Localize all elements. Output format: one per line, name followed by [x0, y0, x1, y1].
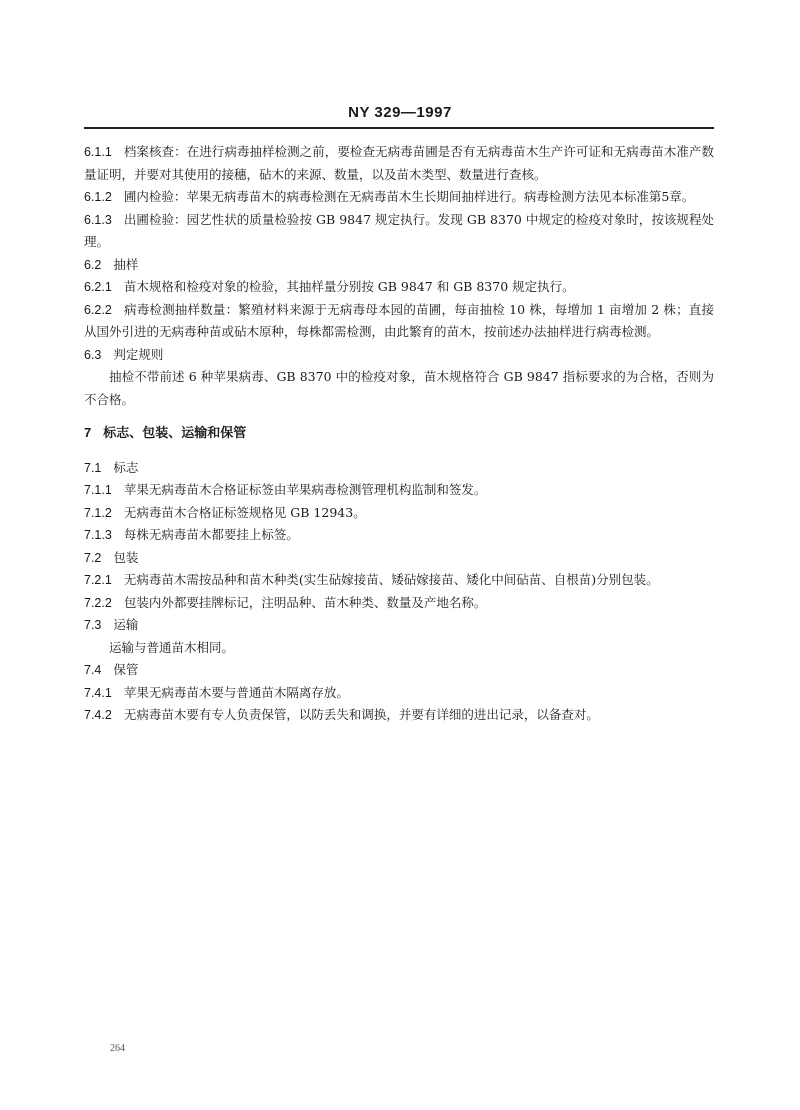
clause-number: 6.1.1: [84, 145, 112, 159]
clause-text: 运输与普通苗木相同。: [109, 639, 235, 655]
clause: [84, 704, 714, 727]
clause-number: 6.3: [84, 347, 102, 362]
header-rule: [84, 127, 714, 129]
clause-number: 6.2.2: [84, 302, 112, 317]
clause-text: 判定规则: [113, 346, 164, 362]
clause: [84, 637, 714, 660]
clause: [84, 524, 714, 547]
clause: [84, 547, 714, 570]
clause-number: 7.2.2: [84, 595, 112, 610]
clause-text: 保管: [113, 662, 139, 677]
clause-text: 苹果无病毒苗木合格证标签由苹果病毒检测管理机构监制和签发。: [123, 482, 487, 497]
clause: [84, 344, 714, 367]
clause-number: 6.2: [84, 257, 102, 272]
clause-number: 7.2.1: [84, 573, 112, 587]
clause-text: 抽样: [113, 256, 139, 272]
clause: [84, 502, 714, 525]
clause-text: 病毒检测抽样数量：繁殖材料来源于无病毒母本园的苗圃，每亩抽检 10 株，每增加 1 亩增加 2 株；直接从国外引进的无病毒种苗或砧木原种，每株都需检测，由此繁育的苗木，按前述办法抽样进行病毒检测。: [84, 301, 714, 339]
clause-text: 抽检不带前述 6 种苹果病毒、GB 8370 中的检疫对象，苗木规格符合 GB 9847 指标要求的为合格，否则为不合格。: [84, 369, 714, 407]
clause: [84, 276, 714, 299]
standard-number-header: NY 329—1997: [348, 104, 452, 121]
clause: [84, 186, 714, 209]
clause: [84, 457, 714, 480]
clause-number: 7.4: [84, 663, 102, 677]
clause: [84, 569, 714, 592]
clause-text: 运输: [113, 617, 139, 632]
clause-text: 标志: [113, 459, 139, 475]
clause-number: 7.3: [84, 618, 102, 632]
clause-text: 档案核查：在进行病毒抽样检测之前，要检查无病毒苗圃是否有无病毒苗木生产许可证和无病毒苗木准产数量证明，并要对其使用的接穗，砧木的来源、数量，以及苗木类型、数量进行查核。: [84, 144, 714, 182]
clause-text: 包装: [113, 549, 139, 565]
clause: [84, 592, 714, 615]
clause-text: 圃内检验：苹果无病毒苗木的病毒检测在无病毒苗木生长期间抽样进行。病毒检测方法见本标准第5章。: [123, 189, 695, 204]
clause: [84, 366, 714, 411]
clause: [84, 479, 714, 502]
clause-text: 无病毒苗木要有专人负责保管，以防丢失和调换，并要有详细的进出记录，以备查对。: [123, 707, 599, 722]
clause: [84, 659, 714, 682]
clause-text: 每株无病毒苗木都要挂上标签。: [123, 527, 299, 542]
clause-number: 6.1.3: [84, 212, 112, 227]
chapter-heading: [84, 422, 714, 446]
clause: [84, 614, 714, 637]
document-body: [84, 141, 714, 727]
clause-text: 苹果无病毒苗木要与普通苗木隔离存放。: [123, 684, 349, 700]
clause: [84, 209, 714, 254]
clause-number: 7.1.3: [84, 528, 112, 542]
clause-number: 7.4.2: [84, 708, 112, 722]
clause-number: 6.1.2: [84, 190, 112, 204]
clause-text: 无病毒苗木需按品种和苗木种类(实生砧嫁接苗、矮砧嫁接苗、矮化中间砧苗、自根苗)分别包装。: [123, 572, 659, 587]
clause-number: 7.2: [84, 550, 102, 565]
clause: [84, 299, 714, 344]
clause-number: 7.4.1: [84, 685, 112, 700]
page-number: 264: [110, 1043, 125, 1054]
clause: [84, 682, 714, 705]
clause: [84, 254, 714, 277]
clause-text: 无病毒苗木合格证标签规格见 GB 12943。: [123, 504, 366, 520]
clause-number: 6.2.1: [84, 280, 112, 294]
clause-text: 苗木规格和检疫对象的检验，其抽样量分别按 GB 9847 和 GB 8370 规定执行。: [123, 279, 575, 294]
clause: [84, 141, 714, 186]
clause-text: 出圃检验：园艺性状的质量检验按 GB 9847 规定执行。发现 GB 8370 中规定的检疫对象时，按该规程处理。: [84, 211, 714, 249]
clause-number: 7.1: [84, 460, 102, 475]
clause-number: 7: [84, 425, 92, 440]
clause-text: 包装内外都要挂牌标记，注明品种、苗木种类、数量及产地名称。: [123, 594, 487, 610]
clause-number: 7.1.1: [84, 483, 112, 497]
clause-text: 标志、包装、运输和保管: [103, 426, 247, 441]
clause-number: 7.1.2: [84, 505, 112, 520]
